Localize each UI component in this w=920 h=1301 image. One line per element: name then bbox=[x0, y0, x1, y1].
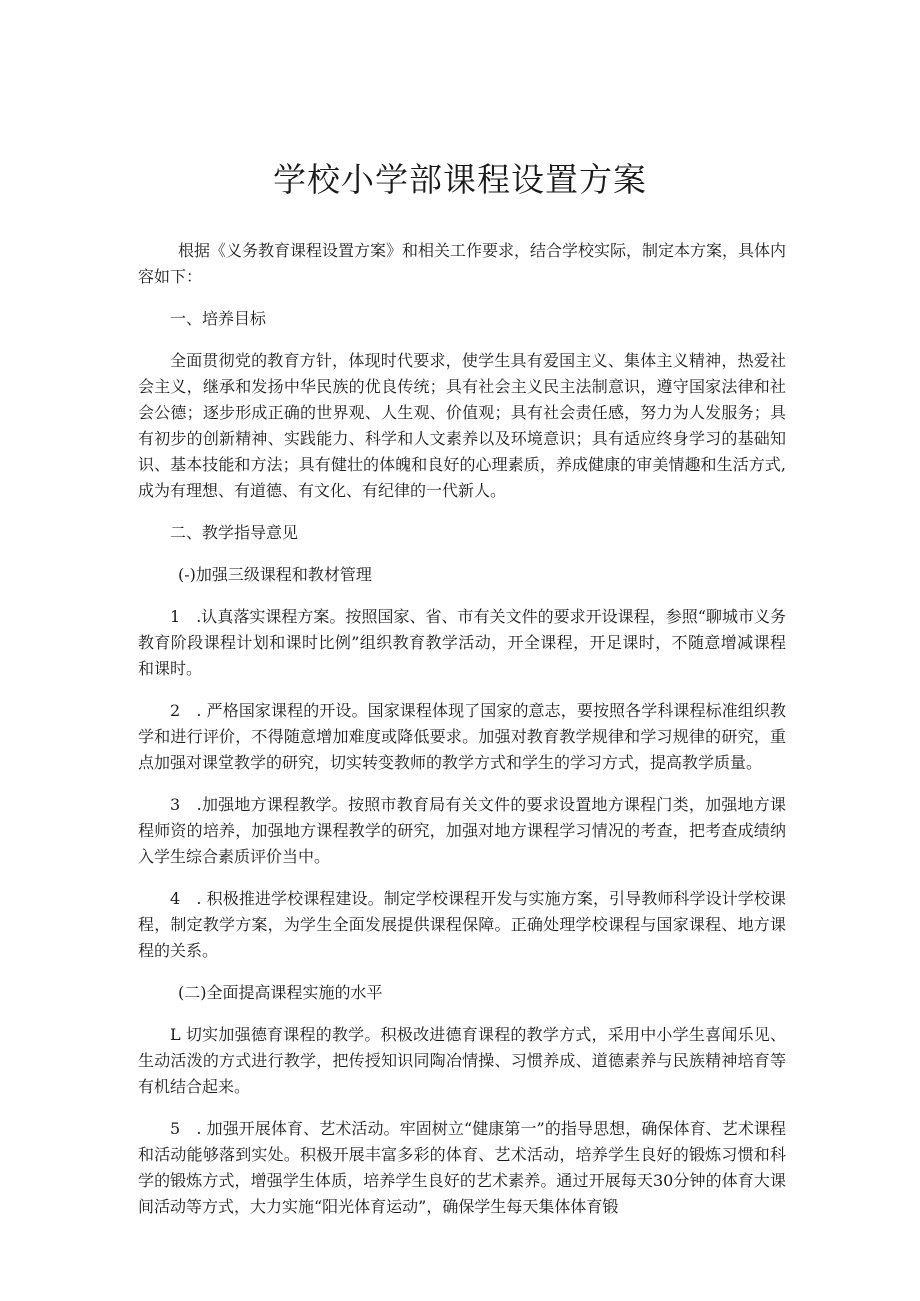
section-heading-goals: 一、培养目标 bbox=[170, 309, 267, 328]
list-item: 3 .加强地方课程教学。按照市教育局有关文件的要求设置地方课程门类，加强地方课程师资的培养，加强地方课程教学的研究，加强对地方课程学习情况的考查，把考查成绩纳入学生综合素质评价当中。 bbox=[138, 795, 786, 866]
list-item: 2 . 严格国家课程的开设。国家课程体现了国家的意志，要按照各学科课程标准组织教学和进行评价，不得随意增加难度或降低要求。加强对教育教学规律和学习规律的研究，重点加强对课堂教学的研究，切实转变教师的教学方式和学生的学习方式，提高教学质量。 bbox=[138, 701, 786, 772]
subsection-heading-management: (-)加强三级课程和教材管理 bbox=[178, 565, 372, 584]
list-item: 1 .认真落实课程方案。按照国家、省、市有关文件的要求开设课程，参照“聊城市义务教育阶段课程计划和课时比例”组织教育教学活动，开全课程，开足课时，不随意增减课程和课时。 bbox=[138, 607, 786, 678]
list-item: 5 . 加强开展体育、艺术活动。牢固树立“健康第一”的指导思想，确保体育、艺术课程和活动能够落到实处。积极开展丰富多彩的体育、艺术活动，培养学生良好的锻炼习惯和科学的锻炼方式，增强学生体质，培养学生良好的艺术素养。通过开展每天30分钟的体育大课间活动等方式，大力实施“阳光体育运动”，确保学生每天集体体育锻 bbox=[138, 1119, 786, 1216]
list-item: 4 . 积极推进学校课程建设。制定学校课程开发与实施方案，引导教师科学设计学校课程，制定教学方案，为学生全面发展提供课程保障。正确处理学校课程与国家课程、地方课程的关系。 bbox=[138, 889, 786, 960]
intro-paragraph: 根据《义务教育课程设置方案》和相关工作要求，结合学校实际，制定本方案，具体内容如下： bbox=[138, 241, 787, 286]
subsection-heading-implementation: (二)全面提高课程实施的水平 bbox=[178, 983, 383, 1002]
list-item: L 切实加强德育课程的教学。积极改进德育课程的教学方式，采用中小学生喜闻乐见、生动活泼的方式进行教学，把传授知识同陶冶情操、习惯养成、道德素养与民族精神培育等有机结合起来。 bbox=[138, 1025, 786, 1096]
goals-paragraph: 全面贯彻党的教育方针，体现时代要求，使学生具有爱国主义、集体主义精神，热爱社会主义，继承和发扬中华民族的优良传统；具有社会主义民主法制意识，遵守国家法律和社会公德；逐步形成正确的世界观、人生观、价值观；具有社会责任感，努力为人发服务；具有初步的创新精神、实践能力、科学和人文素养以及环境意识；具有适应终身学习的基础知识、基本技能和方法；具有健壮的体魄和良好的心理素质，养成健康的审美情趣和生活方式,成为有理想、有道德、有文化、有纪律的一代新人。 bbox=[138, 351, 786, 500]
page-title: 学校小学部课程设置方案 bbox=[273, 160, 647, 199]
section-heading-guidance: 二、教学指导意见 bbox=[170, 523, 299, 542]
document-body bbox=[138, 238, 786, 1220]
